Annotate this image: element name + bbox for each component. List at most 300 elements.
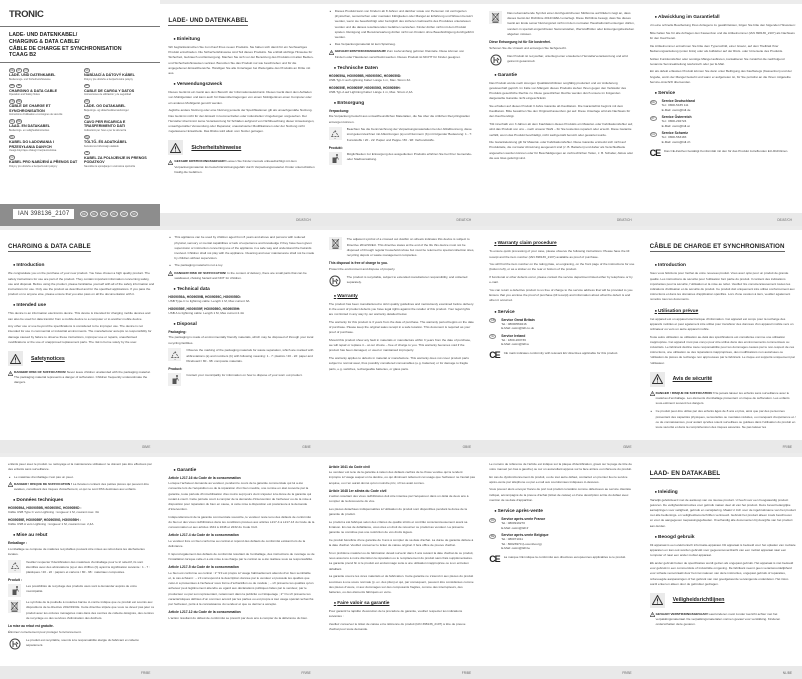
- safety-title: Avis de sécurité: [672, 376, 713, 383]
- country-flag-icon: IE: [17, 84, 21, 88]
- manual-page: [481, 453, 641, 679]
- country-flags: [9, 119, 80, 124]
- language-subtitle: Indicazioni per l'uso e per la sicurezza: [84, 128, 127, 132]
- model-spec: [329, 86, 475, 95]
- subheading: Article L217-5 du Code de la consommation: [168, 565, 239, 570]
- body-text: Les pièces détachées indispensables à l'utilisation du produit sont disponibles pendant la durée de la garantie du produit.: [328, 507, 467, 517]
- ian-number: IAN 398136_2107: [13, 209, 74, 219]
- page-content: [489, 235, 635, 436]
- bullet-item: ■ Ce produit peut être utilisé par des enfants âgés de 8 ans et plus, ainsi que par des personnes présentant des capacités physiques, sensorielles ou mentales réduites, ou manquant d'expérience et / ou de connaissances, pour autant qu'elles soient surveillées ou guidées dans l'utilisation du produit en toute sécurité et dans la compréhension des risques associés. Ne pas laisser les: [656, 409, 796, 430]
- bold-note: La mise au rebut est gratuite.: [8, 623, 54, 628]
- warning-label: DANGER ! RISQUE DE SUFFOCATION !: [655, 390, 714, 395]
- section-heading: ● Utilisation prévue: [655, 308, 796, 314]
- safety-title: Sicherheitshinweise: [191, 144, 242, 151]
- country-flag-icon: BE: [490, 534, 495, 538]
- service-contact: [650, 99, 796, 112]
- page-footer: DE/AT/CH: [321, 213, 481, 226]
- country-flag-icon: DE: [80, 211, 88, 217]
- section-heading: ● Technische Daten: [334, 65, 475, 71]
- body-text: enfants jouer avec le produit. Le nettoyage et la maintenance utilisateur ne doivent pas être effectués par des enfants sans surveillance.: [8, 461, 152, 471]
- model-description: USB-Typ-A auf Lightning Kabel: Länge 1 m, Max. Strom 2,4A: [328, 89, 413, 94]
- body-text: You can return a defective product to us free of charge to the service address that will be provided to you. Ensure that you enclose the proof of purchase (till receipt) and information about what the defect is and when it occurred.: [489, 288, 634, 303]
- country-flag-icon: CZ: [10, 155, 14, 159]
- body-text: This device is an information electronics device. This device is intended for charging mobile devices and can also be used for data transfer from a mobile device to a computer or to another mobile device.: [8, 311, 151, 321]
- service-details: [501, 334, 529, 347]
- body-text: Sie erhalten auf dieses Produkt 3 Jahre Garantie ab Kaufdatum. Die Garantiefrist beginnt mit dem Kaufdatum. Bitte bewahren Sie den Original-Kassenbon gut auf. Diese Unterlage wird als Nachweis für den Kauf benötigt.: [489, 104, 631, 119]
- body-text: Elk ander gebruik buiten de specificaties wordt gezien als ongepast gebruik. Het apparaat is niet bedoeld voor gebruik in een commerciële of industriële omgeving. De fabrikant neemt geen verantwoordelijkheid voor schade veroorzaakt door het niet naleven van deze instructies, ongepast gebruik of reparaties, onbevoegde aanpassingen of het gebruik van niet goedgekeurde vervangende onderdelen. Het risico wordt enkel en alleen door de gebruiker gedragen.: [649, 560, 794, 586]
- weee-icon: [329, 237, 342, 250]
- manual-page: [481, 226, 641, 452]
- language-subtitle: Betjenings- og sikkerhedsbemærkninger: [84, 108, 129, 112]
- body-text: Vous pouvez alors envoyer franco de port tout produit considéré comme défectueux au service clientèle indiqué, accompagné de la preuve d'achat (ticket de caisse) et d'une description écrite du défaut avec mention de sa date d'apparition.: [489, 487, 632, 502]
- model-description: USB A to lightning cable: Length 1 M, Max current 2.4A: [168, 310, 244, 315]
- warning-label: GEFAHR! ERSTICKUNGSGEFAHR!: [334, 49, 387, 54]
- language-title: CHARGING & DATA CABLE: [9, 88, 58, 93]
- language-title: NABÍJACÍ A DÁTOVÝ KÁBEL: [84, 73, 135, 77]
- manual-page: [160, 453, 320, 679]
- body-text: Jegliche andere Nutzung oder eine Nutzung jenseits der Spezifikationen gilt als unsachgemäße Nutzung. Das Gerät ist nicht für den Einsatz in kommerziellen oder industriellen Umgebungen vorgesehen. Der Hersteller übernimmt keine Verantwortung für Schäden aufgrund von Nichtbeachtung dieser Anweisungen, unsachgemäßer Verwendung oder Reparatur, unautorisierter Modifikationen oder der Nutzung nicht zugelassener Ersatzteile. Das Risiko wird allein vom Nutzer getragen.: [168, 108, 315, 134]
- body-text: La garantie couvre les vices matériels et de fabrication. Cette garantie ne s'étend ni aux pièces du produit soumises à une usure normale (p. ex. des piles) et qui, par conséquent, peuvent être considérées comme des pièces d'usure, ni aux dommages sur des composants fragiles, comme des interrupteurs, des batteries, ou des éléments fabriqués en verre.: [328, 574, 474, 594]
- body-text: Dit apparaat is een elektronisch informatie-apparaat. Dit apparaat is bedoeld voor het opladen van mobiele apparaten en kan ook worden gebruikt voor gegevensoverdracht van een mobiel apparaat naar een computer of naar een ander mobiel apparaat.: [649, 542, 796, 558]
- country-flags: [9, 155, 80, 160]
- country-flag-icon: SI: [85, 151, 89, 155]
- body-text: Tritt innerhalb von 3 Jahren ab dem Kaufdatum dieses Produkts ein Material- oder Fabrikationsfehler auf, wird das Produkt von uns – nach unserer Wahl – für Sie kostenlos repariert oder ersetzt. Diese Garantie verfällt, wenn das Produkt beschädigt, nicht sachgemäß benutzt oder gewartet wurde.: [489, 122, 634, 137]
- section-heading: ● Intended use: [13, 302, 154, 308]
- service-line: E-Mail: owim@lidl.co.uk: [501, 326, 535, 331]
- language-entry: [84, 151, 155, 168]
- language-entry: [9, 68, 80, 81]
- page-content: [329, 9, 475, 210]
- page-top-band: [160, 0, 320, 4]
- recycle-icon: [8, 560, 21, 573]
- symbol-text: Le symbole de la poubelle à roulettes barrée ci-contre indique que ce produit est soumis aux dispositions de la directive 2012/19/UE. Cette directive stipule que vous ne devez pas jeter ce produit avec les ordures ménagères mais dans des centres de collecte désignés, des centres de recyclage ou des services d'élimination des déchets.: [26, 600, 155, 620]
- country-flag-icon: CZ: [120, 211, 128, 217]
- symbol-note: [168, 373, 314, 386]
- body-text: L'emballage se compose de matières recyclables pouvant être mises au rebut dans les déchetteries locales.: [8, 546, 145, 556]
- service-line: E-Mail: owim@lidl.ie: [501, 342, 530, 347]
- service-contact: [650, 131, 796, 144]
- body-text: The product has been manufactured to strict quality guidelines and meticulously examined before delivery. In the event of product defects you have legal rights against the retailer of this product. Your legal rights are not limited in any way by our warranty detailed below.: [328, 301, 475, 317]
- model-spec: [329, 74, 475, 83]
- bullet-item: ■ Das Verpackungsmaterial ist kein Spielzeug.: [335, 42, 475, 47]
- language-title: CÂBLE DE CHARGE ET SYNCHRONISATION: [9, 104, 51, 113]
- service-name: Service Great Britain: [501, 317, 535, 322]
- body-text: To ensure quick processing of your case, please observe the following instructions: Please have the till receipt and the item number (IAN 398136_2107) available as proof of purchase.: [489, 249, 630, 259]
- bin-icon: [8, 584, 21, 597]
- title-line: LADE- UND DATENKABEL/: [9, 32, 78, 38]
- body-text: Pour garantir la rapidité d'exécution de la procédure de garantie, veuillez respecter les indications suivantes :: [328, 609, 463, 619]
- danger-warning: [168, 159, 314, 175]
- subheading: Emballage :: [8, 541, 28, 546]
- warning-icon: [8, 371, 13, 376]
- country-flag-icon: SK: [130, 211, 138, 217]
- symbol-note: [8, 600, 154, 621]
- manual-page: [0, 226, 160, 452]
- language-subtitle: Bedienings- en veiligheidsinstructies: [9, 128, 50, 132]
- language-entry: [84, 68, 155, 81]
- body-text: Indépendamment de la garantie commerciale souscrite, le vendeur reste tenu des défauts de conformité du bien et des vices rédhibitoires dans les conditions prévues aux articles L217-4 à L217-13 du Code de la consommation et aux articles 1641 à 1648 et 2232 du Code Civil.: [168, 514, 315, 530]
- service-details: [501, 533, 548, 551]
- service-line: E-Mail: owim@lidl.ch: [661, 140, 691, 144]
- section-heading: ● Introduction: [655, 262, 796, 268]
- country-flags: [9, 135, 80, 140]
- service-contact: [489, 533, 635, 551]
- language-title: KABEL ZA POLNJENJE IN PRENOS PODATKOV: [84, 155, 147, 165]
- language-subtitle: Instrucciones de utilización y de seguridad: [84, 93, 131, 97]
- language-column: [84, 68, 155, 171]
- service-details: [501, 318, 535, 331]
- service-line: E-Mail: owim@lidl.at: [661, 123, 690, 128]
- service-line: Tel.: 0800919270: [501, 521, 525, 526]
- service-line: Tel.: 08000569216: [501, 321, 527, 326]
- warning-icon: [650, 612, 655, 617]
- danger-warning: [168, 271, 314, 281]
- country-flags: [9, 84, 80, 89]
- warning-label: GEFAHR! ERSTICKUNGSGEFAHR!: [174, 159, 226, 164]
- warning-text: In the content of delivery, there are small parts that can be swallowed, choking hazard and NOT for children.: [174, 270, 307, 280]
- model-spec: [8, 506, 154, 515]
- safety-title: Safetynotices: [31, 355, 65, 362]
- model-numbers: HG09059E, HG09059F, HG09059G, HG09059H:: [328, 85, 401, 90]
- language-entry: [84, 84, 155, 97]
- language-title: LAAD- EN DATAKABEL: [9, 124, 51, 129]
- page-content: [650, 235, 796, 436]
- subheading: Article 1641 du Code civil: [328, 464, 370, 469]
- model-numbers: HG09059A, HG09059B, HG09059C, HG09059D :: [8, 506, 82, 511]
- country-flag-icon: GB: [490, 319, 495, 323]
- country-flag-icon: DE: [10, 68, 14, 72]
- service-details: [501, 517, 545, 530]
- symbol-text: Das nebenstehende Symbol einer durchgestrichenen Mülltonne auf Rädern zeigt an, dass dieses Gerät der Richtlinie 2012/19/EU unterliegt. Diese Richtlinie besagt, dass Sie dieses Gerät am Ende seiner Nutzungszeit nicht mit dem normalen Haushaltsmüll entsorgen dürfen, sondern in speziell eingerichteten Sammelstellen, Wertstoffhöfen oder Entsorgungsbetrieben abgeben müssen.: [507, 11, 635, 36]
- country-flag-icon: AT: [17, 68, 21, 72]
- language-title: LADE- UND DATENKABEL: [9, 73, 56, 77]
- country-flags: [84, 99, 155, 104]
- ce-conformity: [489, 555, 635, 563]
- section-heading: ● Technical data: [173, 286, 314, 292]
- language-title: KABEL DO ŁADOWANIA I PRZESYŁANIA DANYCH: [9, 139, 54, 149]
- bullet-item: ■ The packaging material is not a toy.: [174, 263, 314, 268]
- page-footer: FR/BE: [160, 666, 320, 679]
- danger-warning: [8, 482, 154, 492]
- ian-bar: [0, 204, 160, 226]
- country-flag-icon: BE: [100, 211, 108, 217]
- bullet-item: ■ This appliance can be used by children aged from 8 years and above and persons with reduced physical, sensory or mental capabilities or lack of experience and knowledge if they have been given supervision or instruction concerning use of the appliance in a safe way and understand the hazards involved. Children shall not play with the appliance. Cleaning and user maintenance shall not be made by children without supervision.: [174, 235, 314, 261]
- body-text: Veuillez conserver le ticket de caisse et la référence du produit (IAN 398136_2107) à titre de preuve d'achat pour toute demande.: [328, 622, 466, 632]
- warning-icon: [8, 482, 13, 487]
- country-flag-icon: CH: [24, 68, 28, 72]
- body-text: Hartelijk gefeliciteerd met de aankoop van uw nieuwe product. U heeft voor een hoogwaardig product gekozen. De veiligheidsinstructies voor gebruik maken deel uit van het product. Deze bevat belangrijke aanwijzingen voor veiligheid, gebruik en verwijdering. Maakt U zich voor de ingebruikname van het product met alle bedienings- en veiligheidsvoorschriften vertrouwd. Gebruik het product alleen zoals beschreven en voor de aangegeven toepassingsgebieden. Overhandig alle documenten bij doorgifte van het product aan derden.: [649, 497, 796, 528]
- page-content: [650, 9, 796, 210]
- language-subtitle: Navodila za upravljanje in varnostna opozorila: [84, 164, 136, 168]
- country-flag-icon: PL: [110, 211, 118, 217]
- model-spec: [168, 295, 314, 304]
- body-text: Should this product show any fault in materials or manufacture within 3 years from the date of purchase, we will repair or replace it – at our choice – free of charge to you. This warranty becomes void if the product has been damaged, or used or maintained improperly.: [328, 338, 472, 353]
- symbol-text: The product is recyclable, subject to extended manufacturer responsibility, and collected separately.: [346, 274, 468, 285]
- manual-page: [642, 226, 802, 452]
- triman-icon: [489, 54, 502, 67]
- page-footer: FR/BE: [642, 440, 802, 453]
- body-text: Si un problème matériel ou de fabrication devait survenir dans 3 ans suivant la date d'achat de ce produit, nous assurons à notre discrétion la réparation ou le remplacement du produit sans frais supplémentaires. La garantie prend fin si le produit est endommagé suite à une utilisation inappropriée ou à un entretien défaillant.: [328, 551, 474, 571]
- ce-text: La marque CE indique la conformité aux directives européennes applicables à ce produit.: [503, 554, 626, 559]
- symbol-text: The adjacent symbol of a crossed out dustbin on wheels indicates this device is subject to Directive 2012/19/EU. This directive states at the end of the life this device must not be disposed of through regular household refuse but must be returned to special collection sites, recycling depots or waste management companies.: [346, 237, 475, 257]
- page-title: CHARGING & DATA CABLE: [8, 243, 91, 251]
- page-content: [168, 9, 314, 210]
- page-footer: DE/AT/CH: [642, 213, 802, 226]
- bold-note: Diese Entsorgung ist für Sie kostenfrei.: [489, 40, 551, 45]
- subheading: Packaging:: [168, 329, 187, 334]
- weee-icon: [8, 600, 21, 613]
- ce-conformity: [650, 149, 796, 157]
- manual-page: [481, 0, 641, 226]
- service-contact: [650, 115, 796, 128]
- language-subtitle: Bedienungs- und Sicherheitshinweise: [9, 77, 51, 81]
- symbol-text: Le produit est recyclable, soumis à la responsabilité élargie du fabricant et collecté séparément.: [26, 637, 139, 647]
- section-heading: ● Verwendungszweck: [173, 81, 314, 87]
- body-text: Le vendeur livre un bien conforme au contrat et répond des défauts de conformité existant lors de la délivrance.: [168, 538, 306, 549]
- body-text: Lorsque l'acheteur demande au vendeur, pendant le cours de la garantie commerciale qui lui a été consentie lors de l'acquisition ou de la réparation d'un bien meuble, une remise en état couverte par la garantie, toute période d'immobilisation d'au moins sept jours vient s'ajouter à la durée de la garantie qui restait à courir. Cette période court à compter de la demande d'intervention de l'acheteur ou de la mise à disposition pour réparation du bien en cause, si cette mise à disposition est postérieure à la demande d'intervention.: [168, 481, 312, 512]
- country-flag-icon: AT: [651, 116, 655, 120]
- warning-icon: [650, 372, 665, 387]
- body-text: We congratulate you on the purchase of your new product. You have chosen a high quality product. The safety instructions for use are part of the product. They contain important information concerning safety, use and disposal. Before using the product, please familiarise yourself with all of the safety information and instructions for use. Only use the product as described and for the specified applications. If you pass the product on to anyone else, please ensure that you also pass on all the documentation with it.: [8, 271, 155, 297]
- warning-icon: [329, 50, 334, 55]
- model-numbers: HG09059A, HG09059B, HG09059C, HG09059D:: [168, 294, 241, 299]
- country-flag-icon: DE: [651, 100, 655, 104]
- recycle-icon: [168, 348, 181, 361]
- page-top-band: [321, 453, 481, 457]
- warning-label: DANGER ! RISQUE DE SUFFOCATION !: [14, 481, 73, 486]
- language-title: LADE- OG DATAKABEL: [84, 104, 126, 109]
- service-name: Service après-vente France: [501, 517, 546, 522]
- body-text: Schonen Sie die Umwelt und entsorgen Sie fachgerecht.: [489, 46, 567, 51]
- language-subtitle: Operation and Safety Notes: [9, 93, 40, 97]
- symbol-text: Contact your municipality for information on how to dispose of your worn out product.: [186, 372, 303, 377]
- title-line: CHARGING & DATA CABLE/: [9, 38, 80, 45]
- model-numbers: HG09059E, HG09059F, HG09059G, HG09059H :: [8, 518, 81, 523]
- service-details: [662, 99, 695, 112]
- subheading: Product:: [168, 366, 183, 371]
- warning-icon: [8, 351, 23, 366]
- body-text: If functional or other defects occur, please contact the service department listed either by telephone or by e-mail.: [489, 275, 633, 285]
- page-footer: GB/IE: [321, 440, 481, 453]
- symbol-note: [329, 152, 475, 165]
- section-heading: ● Garantie: [494, 72, 635, 78]
- page-content: [8, 462, 154, 663]
- country-flags: [9, 68, 80, 73]
- body-text: The packaging is made of environmentally friendly materials, which may be disposed of through your local recycling facilities.: [168, 335, 314, 345]
- ce-conformity: [489, 351, 635, 359]
- country-flags: [84, 151, 155, 156]
- danger-warning: [650, 391, 796, 407]
- manual-page: [321, 226, 481, 452]
- service-line: Tel.: 80023970 (Luxembourg): [501, 541, 542, 546]
- body-text: Protect the environment and dispose of properly.: [328, 267, 396, 272]
- body-text: The warranty applies to defects in material or manufacture. This warranty does not cover product parts subject to normal wear, thus possibly considered consumables (e.g. batteries) or for damage to fragile parts, e.g. switches, rechargeable batteries, or glass parts.: [328, 356, 469, 371]
- warning-text: Ne jamais laisser les enfants sans surveillance avec le matériau d'emballage. Les éléments d'emballage présentent un risque de suffocation. Les enfants sous-estiment souvent les dangers.: [655, 390, 790, 406]
- symbol-text: Möglichkeiten zur Entsorgung des ausgedienten Produkts erfahren Sie bei Ihrer Gemeinde- oder Stadtverwaltung.: [346, 151, 472, 162]
- service-details: [662, 131, 691, 144]
- page-title: LADE- UND DATENKABEL: [168, 17, 249, 24]
- page-footer: GB/IE: [0, 440, 160, 453]
- body-text: Das Produkt wurde nach strengen Qualitätsrichtlinien sorgfältig produziert und vor Anlieferung gewissenhaft geprüft. Im Falle von Mängeln dieses Produkts stehen Ihnen gegen den Verkäufer des Produkts gesetzliche Rechte zu. Diese gesetzlichen Rechte werden durch unsere im Folgenden dargestellte Garantie nicht eingeschränkt.: [489, 80, 627, 101]
- safety-title: Veiligheidsrichtlijnen: [672, 597, 725, 604]
- brand-logo: TRONIC: [9, 9, 44, 20]
- language-subtitle: Kezelési és biztonsági utalások: [84, 144, 119, 148]
- page-top-band: [321, 226, 481, 230]
- page-top-band: [481, 0, 641, 4]
- language-entry: [9, 84, 80, 97]
- page-footer: NL/BE: [642, 666, 802, 679]
- model-spec: [8, 518, 154, 527]
- symbol-text: Das Produkt ist recycelbar, unterliegt einer erweiterten Herstellerverantwortung und wird getrennt gesammelt.: [507, 53, 628, 63]
- language-title: KABEL PRO NABÍJENÍ A PŘENOS DAT: [9, 160, 78, 165]
- page-top-band: [481, 226, 641, 230]
- language-entry: [84, 99, 155, 112]
- symbol-note: [8, 560, 154, 576]
- symbol-text: Les possibilités de recyclage des produits usés sont à demander auprès de votre municipalité.: [26, 584, 137, 594]
- manual-page: [0, 453, 160, 679]
- section-heading: ● Einleitung: [173, 36, 314, 42]
- danger-warning: [650, 612, 796, 628]
- country-flag-icon: FR: [10, 99, 14, 103]
- svg-text:a: a: [13, 569, 16, 572]
- page-title: CÂBLE DE CHARGE ET SYNCHRONISATION: [649, 243, 785, 251]
- body-text: En cas de dysfonctionnement du produit, ou de tout autre défaut, contactez en premier lieu le service après-vente par téléphone ou par e-mail aux coordonnées indiquées ci-dessous.: [489, 474, 628, 484]
- section-heading: ● Service: [655, 90, 796, 96]
- body-text: Le numéro de référence de l'article est indiqué sur la plaque d'identification, gravé sur la page de titre de votre manuel (en bas à gauche) ou sur un autocollant apposé sur la face arrière ou inférieure du produit.: [489, 461, 632, 471]
- service-contact: [489, 318, 635, 331]
- warning-text: Zum Lieferumfang gehören Kleinteile. Diese können von Kindern oder Haustieren verschluckt werden. Dieses Produkt ist NICHT für Kinder geeignet.: [334, 49, 465, 59]
- country-flag-icon: IE: [489, 334, 496, 339]
- body-text: Ce produit bénéficie d'une garantie de 3 ans à compter de sa date d'achat. La durée de garantie débute à la date d'achat. Veuillez conserver le ticket de caisse original. Il fera office de preuve d'achat.: [328, 538, 474, 548]
- danger-warning: [8, 370, 154, 386]
- country-flag-icon: NL: [10, 120, 14, 124]
- service-name: Service Schweiz: [661, 131, 688, 136]
- service-contact: [489, 517, 635, 530]
- subheading: Article L217-16 du Code de la consommation: [168, 475, 241, 480]
- body-text: Die Artikelnummer entnehmen Sie bitte dem Typenschild, einer Gravur, auf dem Titelblatt Ihrer Bedienungsanleitung (unten links) oder als Aufkleber auf der Rück- oder Unterseite des Produkts.: [649, 43, 784, 53]
- manual-page: [642, 453, 802, 679]
- body-text: The warranty for this product is 3 years from the date of purchase. The warranty period begins on the date of purchase. Please keep the original sales receipt in a safe location. This document is required as your proof of purchase.: [328, 319, 474, 335]
- subheading: Produkt:: [328, 145, 343, 150]
- ce-mark-icon: CE: [649, 147, 661, 158]
- ce-text: CE mark indicates conformity with relevant EU directives applicable for this product.: [503, 351, 619, 355]
- page-top-band: [642, 0, 802, 4]
- model-numbers: HG09059E, HG09059F, HG09059G, HG09059H:: [168, 306, 241, 311]
- service-line: E-Mail: owim@lidl.fr: [501, 525, 529, 530]
- symbol-text: Observe the marking of the packaging materials for waste separation, which are marked with abbreviations (a) and numbers (b) with following meaning: 1 - 7: plastics / 20 - 22: paper and fibreboard / 80 - 98: composite materials.: [186, 348, 314, 363]
- triman-icon: [329, 275, 342, 288]
- page-content: [489, 462, 635, 663]
- country-flag-icon: IT: [85, 115, 89, 119]
- warning-label: DANGER! RISK OF SUFFOCATION!: [14, 370, 66, 375]
- page-top-band: [481, 453, 641, 457]
- divider: [0, 62, 160, 63]
- section-heading: ● Inleiding: [655, 489, 796, 495]
- svg-text:a: a: [174, 358, 176, 360]
- page-top-band: [160, 453, 320, 457]
- page-top-band: [321, 0, 481, 4]
- country-flag-icon: CH: [651, 132, 655, 136]
- manual-page: [160, 226, 320, 452]
- country-flags: [9, 99, 80, 104]
- warning-icon: [168, 140, 183, 155]
- warning-text: Laat kinderen nooit zonder toezicht achter met het verpakkingsmateriaal. De verpakkingsmaterialen vormen gevaar voor verstikking. Kinderen onderschatten deze gevaren.: [655, 611, 781, 627]
- page-content: [329, 462, 475, 663]
- warning-icon: [168, 271, 173, 276]
- country-flag-icon: BE: [17, 99, 21, 103]
- symbol-note: [168, 348, 314, 364]
- service-line: Tel.: 080071011: [501, 537, 523, 542]
- page-top-band: [642, 226, 802, 230]
- svg-text:a: a: [334, 137, 336, 139]
- safety-heading: [650, 372, 796, 387]
- symbol-note: [8, 584, 154, 597]
- language-entry: [9, 99, 80, 116]
- body-text: Wir beglückwünschen Sie zum Kauf Ihres neuen Produkts. Sie haben sich damit für ein hochwertiges Produkt entschieden. Die Sicherheitshinweise sind Teil dieses Produkts. Sie enthält wichtige Hinweise für Sicherheit, Gebrauch und Entsorgung. Machen Sie sich vor der Benutzung des Produkts mit allen Bedien- und Sicherheitshinweisen vertraut. Benutzen Sie das Produkt nur wie beschrieben und für die angegebenen Einsatzbereiche. Händigen Sie alle Unterlagen bei Weitergabe des Produkts an Dritte mit aus.: [168, 45, 314, 76]
- page-top-band: [0, 453, 160, 457]
- symbol-note: [329, 237, 475, 258]
- body-text: Le bien est conforme au contrat : 1° S'il est propre à l'usage habituellement attendu d'un bien semblable et, le cas échéant : – s'il correspond à la description donnée par le vendeur et possède les qualités que celui-ci a présentées à l'acheteur sous forme d'échantillon ou de modèle ; – s'il présente les qualités qu'un acheteur peut légitimement attendre eu égard aux déclarations publiques faites par le vendeur, par le producteur ou par son représentant, notamment dans la publicité ou l'étiquetage ; 2° Ou s'il présente les caractéristiques définies d'un commun accord par les parties ou est propre à tout usage spécial recherché par l'acheteur, porté à la connaissance du vendeur et que ce dernier a accepté.: [168, 570, 314, 606]
- weee-icon: [489, 11, 502, 24]
- language-entry: [84, 135, 155, 148]
- model-description: USB Type-C to lightning cable: Length 1 M, Max current 3A: [168, 298, 250, 303]
- country-flags: [80, 211, 138, 217]
- section-heading: ● Warranty claim procedure: [494, 240, 635, 246]
- symbol-text: Beachten Sie die Kennzeichnung der Verpackungsmaterialien bei der Abfalltrennung, diese sind gekennzeichnet mit Abkürzungen (a) und Nummern (b) mit folgender Bedeutung: 1 - 7: Kunststoffe / 20 - 22: Papier und Pappe / 80 - 98: Verbundstoffe.: [346, 127, 472, 142]
- section-heading: ● Beoogd gebruik: [655, 534, 796, 540]
- page-footer: FR/BE: [0, 666, 160, 679]
- bin-icon: [168, 373, 181, 386]
- language-title: CABLE DE CARGA Y DATOS: [84, 88, 135, 93]
- bold-note: This disposal is free of charge to you.: [328, 261, 388, 266]
- country-flags: [84, 68, 155, 73]
- body-text: Um eine schnelle Bearbeitung Ihres Anliegens zu gewährleisten, folgen Sie bitte den folgenden Hinweisen:: [649, 23, 796, 27]
- bullet-item: ■ Dieses Produkt kann von Kindern ab 8 Jahren und darüber sowie von Personen mit verringerten physischen, sensorischen oder mentalen Fähigkeiten oder Mangel an Erfahrung und Wissen benutzt werden, wenn sie beaufsichtigt oder bezüglich des sicheren Gebrauchs des Produktes unterwiesen wurden und die daraus resultierenden Gefahren verstehen. Kinder dürfen nicht mit dem Produkt spielen. Reinigung und Benutzerwartung dürfen nicht von Kindern ohne Beaufsichtigung durchgeführt werden.: [335, 9, 475, 40]
- symbol-note: [329, 127, 475, 143]
- country-flag-icon: ES: [85, 84, 89, 88]
- title-line: CÂBLE DE CHARGE ET SYNCHRONISATION: [9, 45, 122, 52]
- country-flag-icon: FR: [490, 518, 495, 522]
- symbol-text: Veuillez respecter l'identification des matériaux d'emballage pour le tri sélectif, ils sont identifiés avec des abréviations (a) et des chiffres (b) ayant la signification suivante : 1 - 7 : plastiques / 20 - 22 : papiers et cartons / 80 - 98 : matériaux composites.: [26, 559, 150, 574]
- subheading: Produit :: [8, 578, 22, 583]
- model-description: Câble USB A vers Lightning : longueur 1 M, courant max. 2,4A: [8, 522, 94, 527]
- body-text: You will find the item number on the rating plate, an engraving, on the front page of the instructions for use (bottom left), or as a sticker on the rear or bottom of the product.: [489, 262, 635, 272]
- page-footer: GB/IE: [481, 440, 641, 453]
- body-text: Die Verpackung besteht aus umweltfreundlichen Materialien, die Sie über die örtlichen Recyclingstellen entsorgen können.: [328, 114, 470, 124]
- subheading: Article L217-4 du Code de la consommation: [168, 533, 239, 538]
- page-content: [329, 235, 475, 436]
- body-text: Le vendeur est tenu de la garantie à raison des défauts cachés de la chose vendue qui la rendent impropre à l'usage auquel on la destine, ou qui diminuent tellement cet usage que l'acheteur ne l'aurait pas acquise, ou n'en aurait donné qu'un moindre prix, s'il les avait connus.: [328, 470, 476, 485]
- warning-label: DANGER! RISK OF SUFFOCATION!: [174, 270, 227, 275]
- cover-title: [9, 32, 122, 59]
- safety-heading: [168, 140, 314, 155]
- page-content: [650, 462, 796, 663]
- service-details: [662, 115, 692, 128]
- page-content: [8, 235, 154, 436]
- service-line: E-Mail: owim@lidl.de: [661, 107, 691, 112]
- page-content: [489, 9, 635, 210]
- body-text: L'action résultant du défaut de conformité se prescrit par deux ans à compter de la délivrance du bien.: [168, 615, 308, 620]
- body-text: Nous vous félicitons pour l'achat de votre nouveau produit. Vous avez opté pour un produit de grande qualité. Les instructions de sécurité pour l'utilisation font partie du produit. Il contient des indications importantes pour la sécurité, l'utilisation et la mise au rebut. Veuillez lire consciencieusement toutes les indications d'utilisation et de sécurité du produit. Ce produit doit uniquement être utilisé conformément aux instructions et dans les domaines d'application spécifiés. Lors d'une cession à tiers, veuillez également remettre tous les documents.: [649, 271, 795, 302]
- page-footer: FR/BE: [481, 666, 641, 679]
- model-numbers: HG09059A, HG09059B, HG09059C, HG09059D:: [328, 73, 402, 78]
- warning-text: Never leave children unattended with the packaging material. The packaging material represents a danger of suffocation. Children frequently underestimate the dangers.: [14, 370, 151, 385]
- bullet-item: ■ Le matériau d'emballage n'est pas un jouet.: [14, 475, 154, 480]
- page-top-band: [0, 226, 160, 230]
- manual-page: [321, 453, 481, 679]
- country-flag-icon: GB: [10, 84, 14, 88]
- section-heading: ● Mise au rebut: [13, 532, 154, 538]
